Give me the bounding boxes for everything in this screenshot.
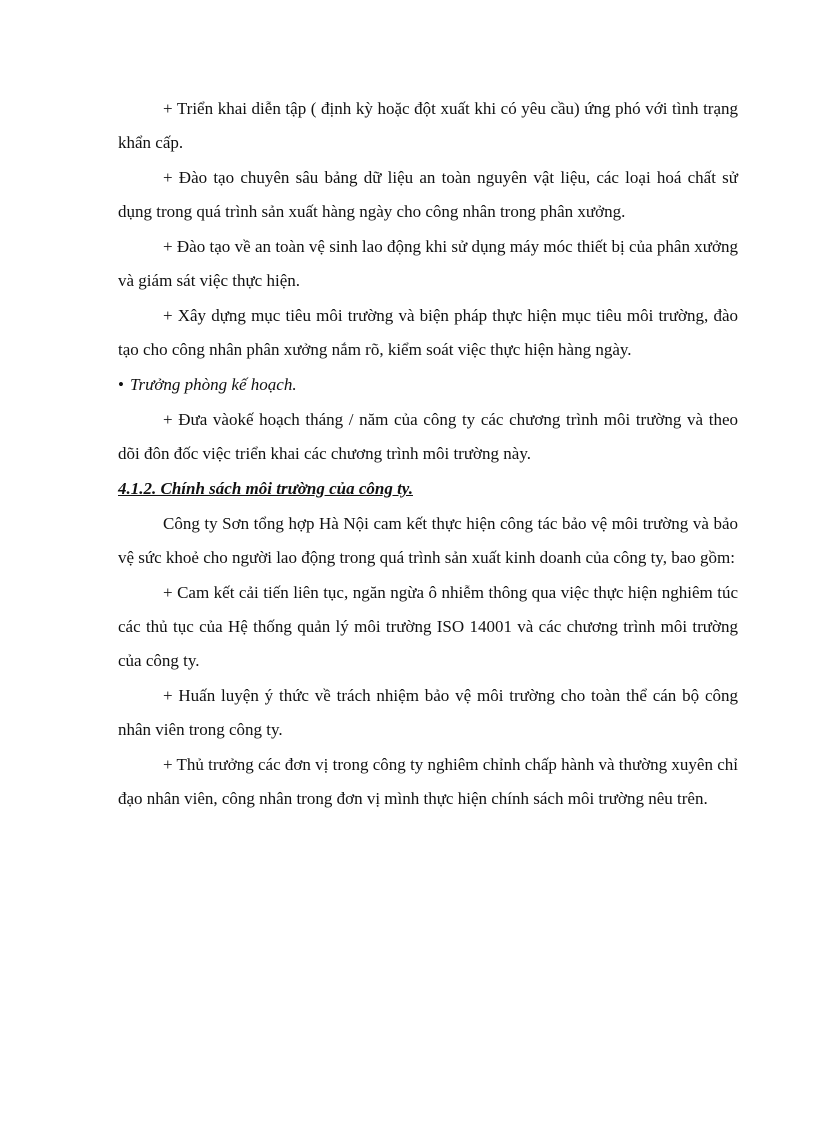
paragraph-drill: + Triển khai diễn tập ( định kỳ hoặc đột xuất khi có yêu cầu) ứng phó với tình trạng khẩn cấp.: [118, 99, 738, 152]
paragraph-occupational-safety-training: + Đào tạo về an toàn vệ sinh lao động khi sử dụng máy móc thiết bị của phân xưởng và giám sát việc thực hiện.: [118, 237, 738, 290]
bullet-title: Trưởng phòng kế hoạch.: [129, 375, 297, 394]
bullet-icon: •: [118, 375, 124, 394]
paragraph-planning: + Đưa vàokế hoạch tháng / năm của công ty các chương trình môi trường và theo dõi đôn đốc việc triển khai các chương trình môi trường này.: [118, 410, 738, 463]
section-heading: 4.1.2. Chính sách môi trường của công ty.: [118, 479, 413, 498]
document-body: [118, 92, 738, 817]
paragraph-intro: Công ty Sơn tổng hợp Hà Nội cam kết thực hiện công tác bảo vệ môi trường và bảo vệ sức khoẻ cho người lao động trong quá trình sản xuất kinh doanh của công ty, bao gồm:: [118, 514, 738, 567]
paragraph-safety-data-training: + Đào tạo chuyên sâu bảng dữ liệu an toàn nguyên vật liệu, các loại hoá chất sử dụng trong quá trình sản xuất hàng ngày cho công nhân trong phân xưởng.: [118, 168, 738, 221]
policy-item: + Cam kết cải tiến liên tục, ngăn ngừa ô nhiễm thông qua việc thực hiện nghiêm túc các thủ tục của Hệ thống quản lý môi trường ISO 14001 và các chương trình môi trường của công ty.: [118, 583, 738, 670]
bullet-planning-manager: [118, 368, 738, 402]
paragraph-environment-objectives: + Xây dựng mục tiêu môi trường và biện pháp thực hiện mục tiêu môi trường, đào tạo cho công nhân phân xưởng nắm rõ, kiểm soát việc thực hiện hàng ngày.: [118, 306, 738, 359]
policy-item: + Huấn luyện ý thức về trách nhiệm bảo vệ môi trường cho toàn thể cán bộ công nhân viên trong công ty.: [118, 686, 738, 739]
policy-item: + Thủ trưởng các đơn vị trong công ty nghiêm chỉnh chấp hành và thường xuyên chỉ đạo nhân viên, công nhân trong đơn vị mình thực hiện chính sách môi trường nêu trên.: [118, 755, 738, 808]
